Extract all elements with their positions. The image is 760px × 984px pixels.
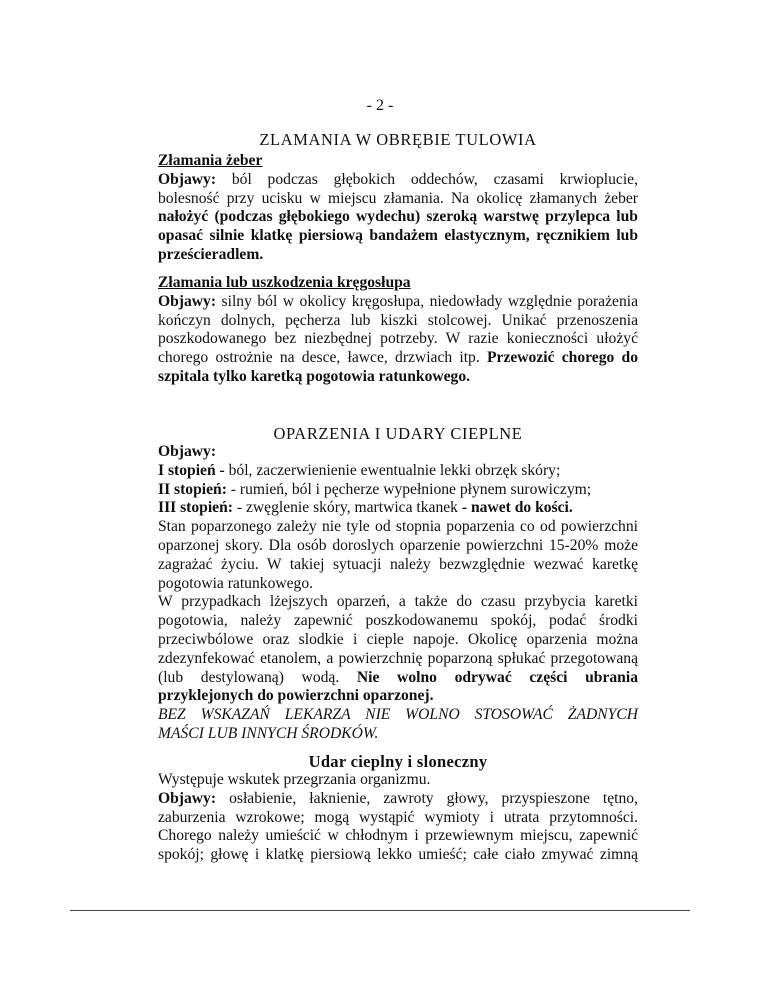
ribs-symptoms-label: Objawy: [158, 170, 217, 188]
burns-p2-text-5b: Nie wolno odrywać części ubrania [356, 668, 638, 686]
ribs-text-5: prześcieradlem. [158, 245, 264, 263]
degree-2-label: II stopień: [158, 480, 227, 498]
spine-line-4 [158, 349, 638, 368]
section-title-trunk-fractures: ZLAMANIA W OBRĘBIE TULOWIA [259, 130, 537, 149]
ribs-text-3: nałożyć (podczas głębokiego wydechu) szeroką warstwę przylepca lub [158, 208, 638, 226]
spine-text-4b: Przewozić chorego do [487, 349, 638, 367]
burns-p2-line-1: W przypadkach lżejszych oparzeń, a także do czasu przybycia karetki [158, 593, 638, 611]
ribs-section [158, 152, 638, 265]
degree-2-text: - rumień, ból i pęcherze wypełnione płynem surowiczym; [230, 480, 592, 498]
ribs-text-4: opasać silnie klatkę piersiową bandażem elastycznym, ręcznikiem lub [158, 227, 638, 245]
burns-p2-line-4: zdezynfekować etanolem, a powierzchnię poparzoną spłukać przegotowaną [158, 649, 638, 667]
burns-p1-line-2: oparzonej skory. Dla osób doroslych oparzenie powierzchni 15-20% może [158, 536, 638, 554]
burns-p2-line-6 [158, 687, 638, 706]
degree-1 [158, 462, 638, 481]
heatstroke-line-2 [158, 790, 638, 809]
page-number: - 2 - [366, 97, 394, 114]
heatstroke-line-3: zaburzenia wzrokowe; mogą wystąpić wymioty i utrata przytomności. [158, 808, 638, 826]
spine-line-2: kończyn dolnych, pęcherza lub kiszki stolcowej. Unikać przenoszenia [158, 311, 638, 329]
spine-line-3: poszkodowanego bez niezbędnej potrzeby. W razie konieczności ułożyć [158, 330, 638, 348]
heatstroke-text-2: osłabienie, łaknienie, zawroty głowy, przyspieszone tętno, [229, 789, 638, 807]
burns-warning-text-1: BEZ WSKAZAŃ LEKARZA NIE WOLNO STOSOWAĆ ŻADNYCH [158, 706, 638, 724]
degree-3-text-b: - nawet do kości. [461, 499, 573, 517]
ribs-line-5 [158, 246, 638, 265]
ribs-line-4 [158, 227, 638, 246]
spine-line-5 [158, 368, 638, 387]
burns-p1-line-3: zagrażać życiu. W takiej sytuacji należy bezwzględnie wezwać karetkę [158, 555, 638, 573]
section-title-heatstroke [158, 752, 638, 772]
burns-p2-line-3: przeciwbólowe oraz slodkie i cieple napoje. Okolicę oparzenia można [158, 630, 638, 648]
spine-symptoms-label: Objawy: [158, 292, 217, 310]
heatstroke-line-1: Występuje wskutek przegrzania organizmu. [158, 771, 431, 788]
spine-section [158, 274, 638, 387]
heatstroke-symptoms-label: Objawy: [158, 789, 217, 807]
burns-warning-text-2: MAŚCI LUB INNYCH ŚRODKÓW. [158, 724, 379, 742]
degree-3-label: III stopień: [158, 499, 233, 517]
heatstroke-line-4: Chorego należy umieścić w chłodnym i przewiewnym miejscu, zapewnić [158, 827, 638, 845]
spine-text-5: szpitala tylko karetką pogotowia ratunkowego. [158, 367, 471, 385]
spine-text-4a: chorego ostrożnie na desce, ławce, drzwiach itp. [158, 349, 480, 367]
burns-section [158, 443, 638, 744]
ribs-line-2: bolesność przy ucisku w miejscu złamania. Na okolicę złamanych żeber [158, 189, 638, 207]
burns-p1-line-4: pogotowia ratunkowego. [158, 574, 314, 592]
footer-divider [70, 910, 690, 911]
burns-p2-line-2: pogotowia, należy zapewnić poszkodowanemu spokój, podać środki [158, 612, 638, 630]
spine-line-1 [158, 293, 638, 312]
burns-warning-line-1 [158, 706, 638, 725]
spine-text-1: silny ból w okolicy kręgosłupa, niedowłady względnie porażenia [221, 292, 638, 310]
burns-label: Objawy: [158, 443, 217, 460]
ribs-line-3 [158, 208, 638, 227]
ribs-line-1 [158, 171, 638, 190]
burns-p1-line-1: Stan poparzonego zależy nie tyle od stopnia poparzenia co od powierzchni [158, 518, 638, 536]
burns-warning-line-2 [158, 725, 638, 744]
ribs-subtitle: Złamania żeber [158, 152, 263, 169]
burns-p2-line-5 [158, 669, 638, 688]
heatstroke-section [158, 771, 638, 865]
degree-2 [158, 481, 638, 500]
spine-subtitle: Złamania lub uszkodzenia kręgosłupa [158, 274, 411, 291]
heatstroke-line-5: spokój; głowę i klatkę piersiową lekko umieść; całe ciało zmywać zimną [158, 846, 638, 864]
burns-p2-text-6: przyklejonych do powierzchni oparzonej. [158, 687, 434, 705]
burns-symptoms-label [158, 443, 638, 462]
degree-3 [158, 499, 638, 518]
section-title-burns: OPARZENIA I UDARY CIEPLNE [273, 424, 523, 443]
ribs-text-1: ból podczas głębokich oddechów, czasami krwioplucie, [231, 170, 638, 188]
degree-1-text: ból, zaczerwienienie ewentualnie lekki obrzęk skóry; [228, 461, 561, 479]
heatstroke-title-text: Udar cieplny i sloneczny [308, 752, 488, 771]
burns-p2-text-5a: (lub destylowaną) wodą. [158, 668, 340, 686]
degree-3-text-a: - zwęglenie skóry, martwica tkanek [236, 499, 458, 517]
degree-1-label: I stopień - [158, 461, 225, 479]
